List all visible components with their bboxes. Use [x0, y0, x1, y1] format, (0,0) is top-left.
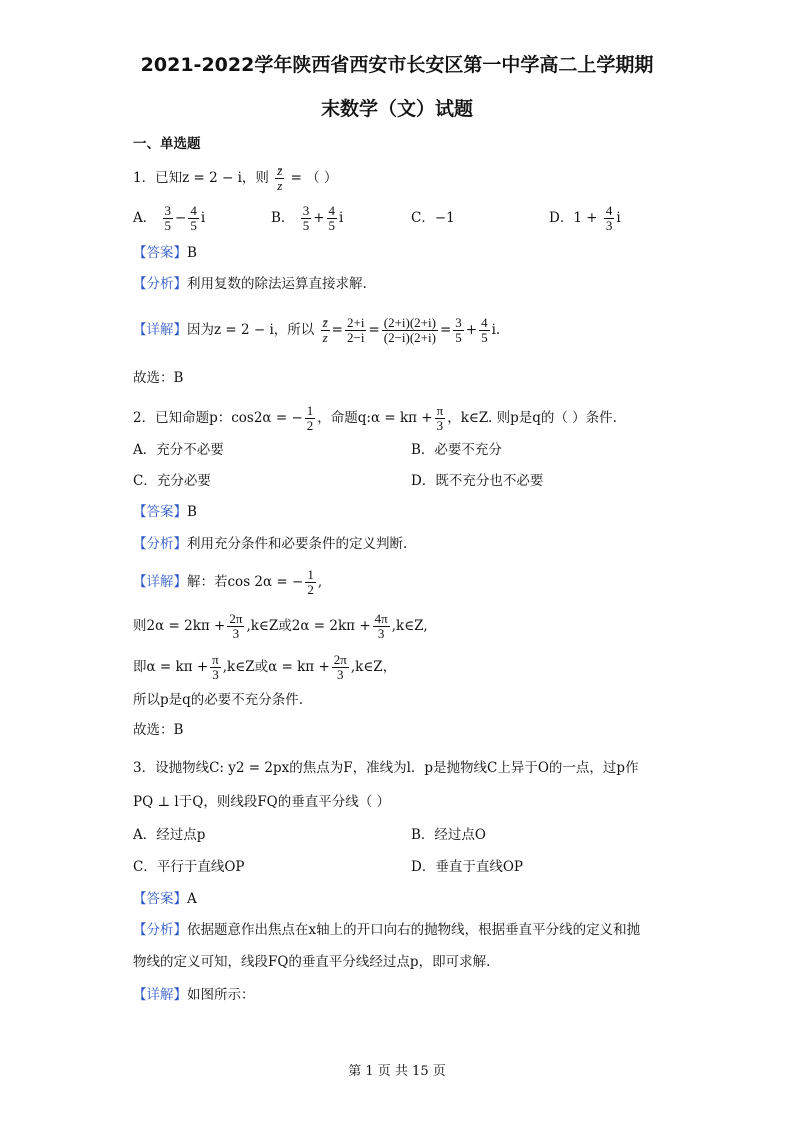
- q2-detail-3: 即α = kπ + $\frac{\pi}{3}$ ,k∈Z或α = kπ + $\frac{2\pi}{3}$ ,k∈Z，: [133, 652, 397, 682]
- q1-analysis: 【分析】利用复数的除法运算直接求解.: [133, 276, 367, 292]
- q3-option-b: B．经过点O: [411, 827, 486, 843]
- q3-analysis-1: 【分析】依据题意作出焦点在x轴上的开口向右的抛物线，根据垂直平分线的定义和抛: [133, 922, 641, 938]
- section-heading: 一、单选题: [133, 136, 201, 152]
- page-footer: 第 1 页 共 15 页: [348, 1064, 446, 1079]
- q3-option-c: C．平行于直线OP: [133, 859, 245, 875]
- title-line-1: 2021-2022学年陕西省西安市长安区第一中学高二上学期期: [140, 54, 654, 76]
- q1-stem: 1．已知z = 2 − i，则 $\frac{z̄}{z}$ = （ ）: [133, 163, 338, 193]
- q2-conclusion: 故选：B: [133, 722, 184, 738]
- q2-analysis: 【分析】利用充分条件和必要条件的定义判断.: [133, 536, 408, 552]
- q1-answer: 【答案】B: [133, 245, 197, 261]
- q1-detail: 【详解】因为z = 2 − i，所以 $\frac{z̄}{z}$ = $\frac{2+i}{2-i}$ = $\frac{(2+i)(2+i)}{(2-i)(2+i)}$ = $\frac{3}{5}$ + $\frac{4}{5}$ i.: [133, 315, 501, 345]
- q1-option-d: D．1 + $\frac{4}{3}$ i: [549, 203, 621, 233]
- q2-answer: 【答案】B: [133, 504, 197, 520]
- q2-option-d: D．既不充分也不必要: [411, 473, 544, 489]
- q2-detail-1: 【详解】解：若cos 2α = − $\frac{1}{2}$ ,: [133, 567, 323, 597]
- q2-detail-4: 所以p是q的必要不充分条件.: [133, 692, 304, 708]
- q2-stem: 2．已知命题p：cos2α = − $\frac{1}{2}$ ，命题q:α = kπ + $\frac{\pi}{3}$ ，k∈Z. 则p是q的（ ）条件.: [133, 403, 617, 433]
- title-line-2: 末数学（文）试题: [320, 98, 473, 120]
- q1-option-c: C．−1: [411, 210, 455, 226]
- q2-detail-2: 则2α = 2kπ + $\frac{2\pi}{3}$ ,k∈Z或2α = 2kπ + $\frac{4\pi}{3}$ ,k∈Z,: [133, 611, 428, 641]
- q3-analysis-2: 物线的定义可知，线段FQ的垂直平分线经过点p，即可求解.: [133, 954, 491, 970]
- q1-conclusion: 故选：B: [133, 370, 184, 386]
- q1-option-a: A． $\frac{3}{5}$ − $\frac{4}{5}$ i: [133, 203, 206, 233]
- q2-option-c: C．充分必要: [133, 473, 211, 489]
- q3-stem-1: 3．设抛物线C: y2 = 2px的焦点为F，准线为l．p是抛物线C上异于O的一点，过p作: [133, 760, 639, 776]
- q3-option-a: A．经过点p: [133, 827, 206, 843]
- q1-option-b: B． $\frac{3}{5}$ + $\frac{4}{5}$ i: [271, 203, 344, 233]
- q1-conj-over-z: $\frac{z̄}{z}$: [277, 163, 283, 193]
- q3-stem-2: PQ ⊥ l于Q，则线段FQ的垂直平分线（ ）: [133, 794, 391, 810]
- q2-option-a: A．充分不必要: [133, 442, 224, 458]
- q3-answer: 【答案】A: [133, 891, 197, 907]
- q3-option-d: D．垂直于直线OP: [411, 859, 523, 875]
- q3-detail: 【详解】如图所示：: [133, 987, 255, 1003]
- q2-option-b: B．必要不充分: [411, 442, 502, 458]
